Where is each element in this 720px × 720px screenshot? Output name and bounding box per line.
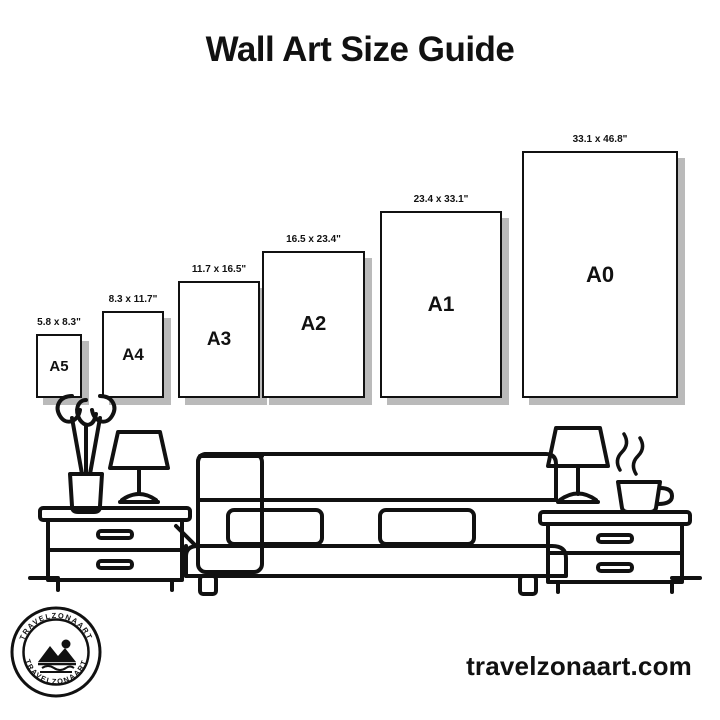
right-nightstand bbox=[540, 512, 690, 592]
size-dimension-label: 5.8 x 8.3" bbox=[37, 317, 81, 328]
size-dimension-label: 11.7 x 16.5" bbox=[191, 264, 247, 275]
page-title: Wall Art Size Guide bbox=[205, 30, 515, 69]
size-name-label: A4 bbox=[122, 344, 144, 364]
size-dimension-label: 33.1 x 46.8" bbox=[572, 134, 628, 145]
bedroom-scene-illustration bbox=[0, 370, 720, 610]
logo-ring-text-bottom: TRAVELZONAART bbox=[23, 657, 89, 687]
size-frame-box bbox=[522, 151, 678, 398]
bed-with-headboard bbox=[176, 454, 566, 594]
logo-ring-text-top: TRAVELZONAART bbox=[17, 610, 95, 642]
coffee-cup bbox=[617, 434, 672, 512]
logo-svg bbox=[10, 606, 102, 698]
brand-logo bbox=[10, 606, 102, 698]
logo-mountain-icon bbox=[38, 640, 76, 673]
size-dimension-label: 8.3 x 11.7" bbox=[108, 294, 158, 305]
scene-svg bbox=[0, 370, 720, 610]
size-name-label: A3 bbox=[206, 328, 232, 350]
size-chart bbox=[0, 108, 720, 398]
left-nightstand bbox=[40, 508, 190, 590]
size-dimension-label: 23.4 x 33.1" bbox=[413, 194, 469, 205]
size-name-label: A5 bbox=[49, 357, 69, 375]
brand-website: travelzonaart.com bbox=[466, 651, 692, 681]
left-table-lamp bbox=[110, 432, 168, 502]
vase-with-flowers bbox=[58, 396, 115, 512]
size-dimension-label: 16.5 x 23.4" bbox=[286, 234, 341, 245]
size-name-label: A0 bbox=[585, 261, 615, 287]
size-name-label: A1 bbox=[427, 292, 455, 316]
footer bbox=[0, 610, 720, 706]
size-frame-a0 bbox=[522, 134, 678, 398]
size-name-label: A2 bbox=[300, 313, 327, 335]
